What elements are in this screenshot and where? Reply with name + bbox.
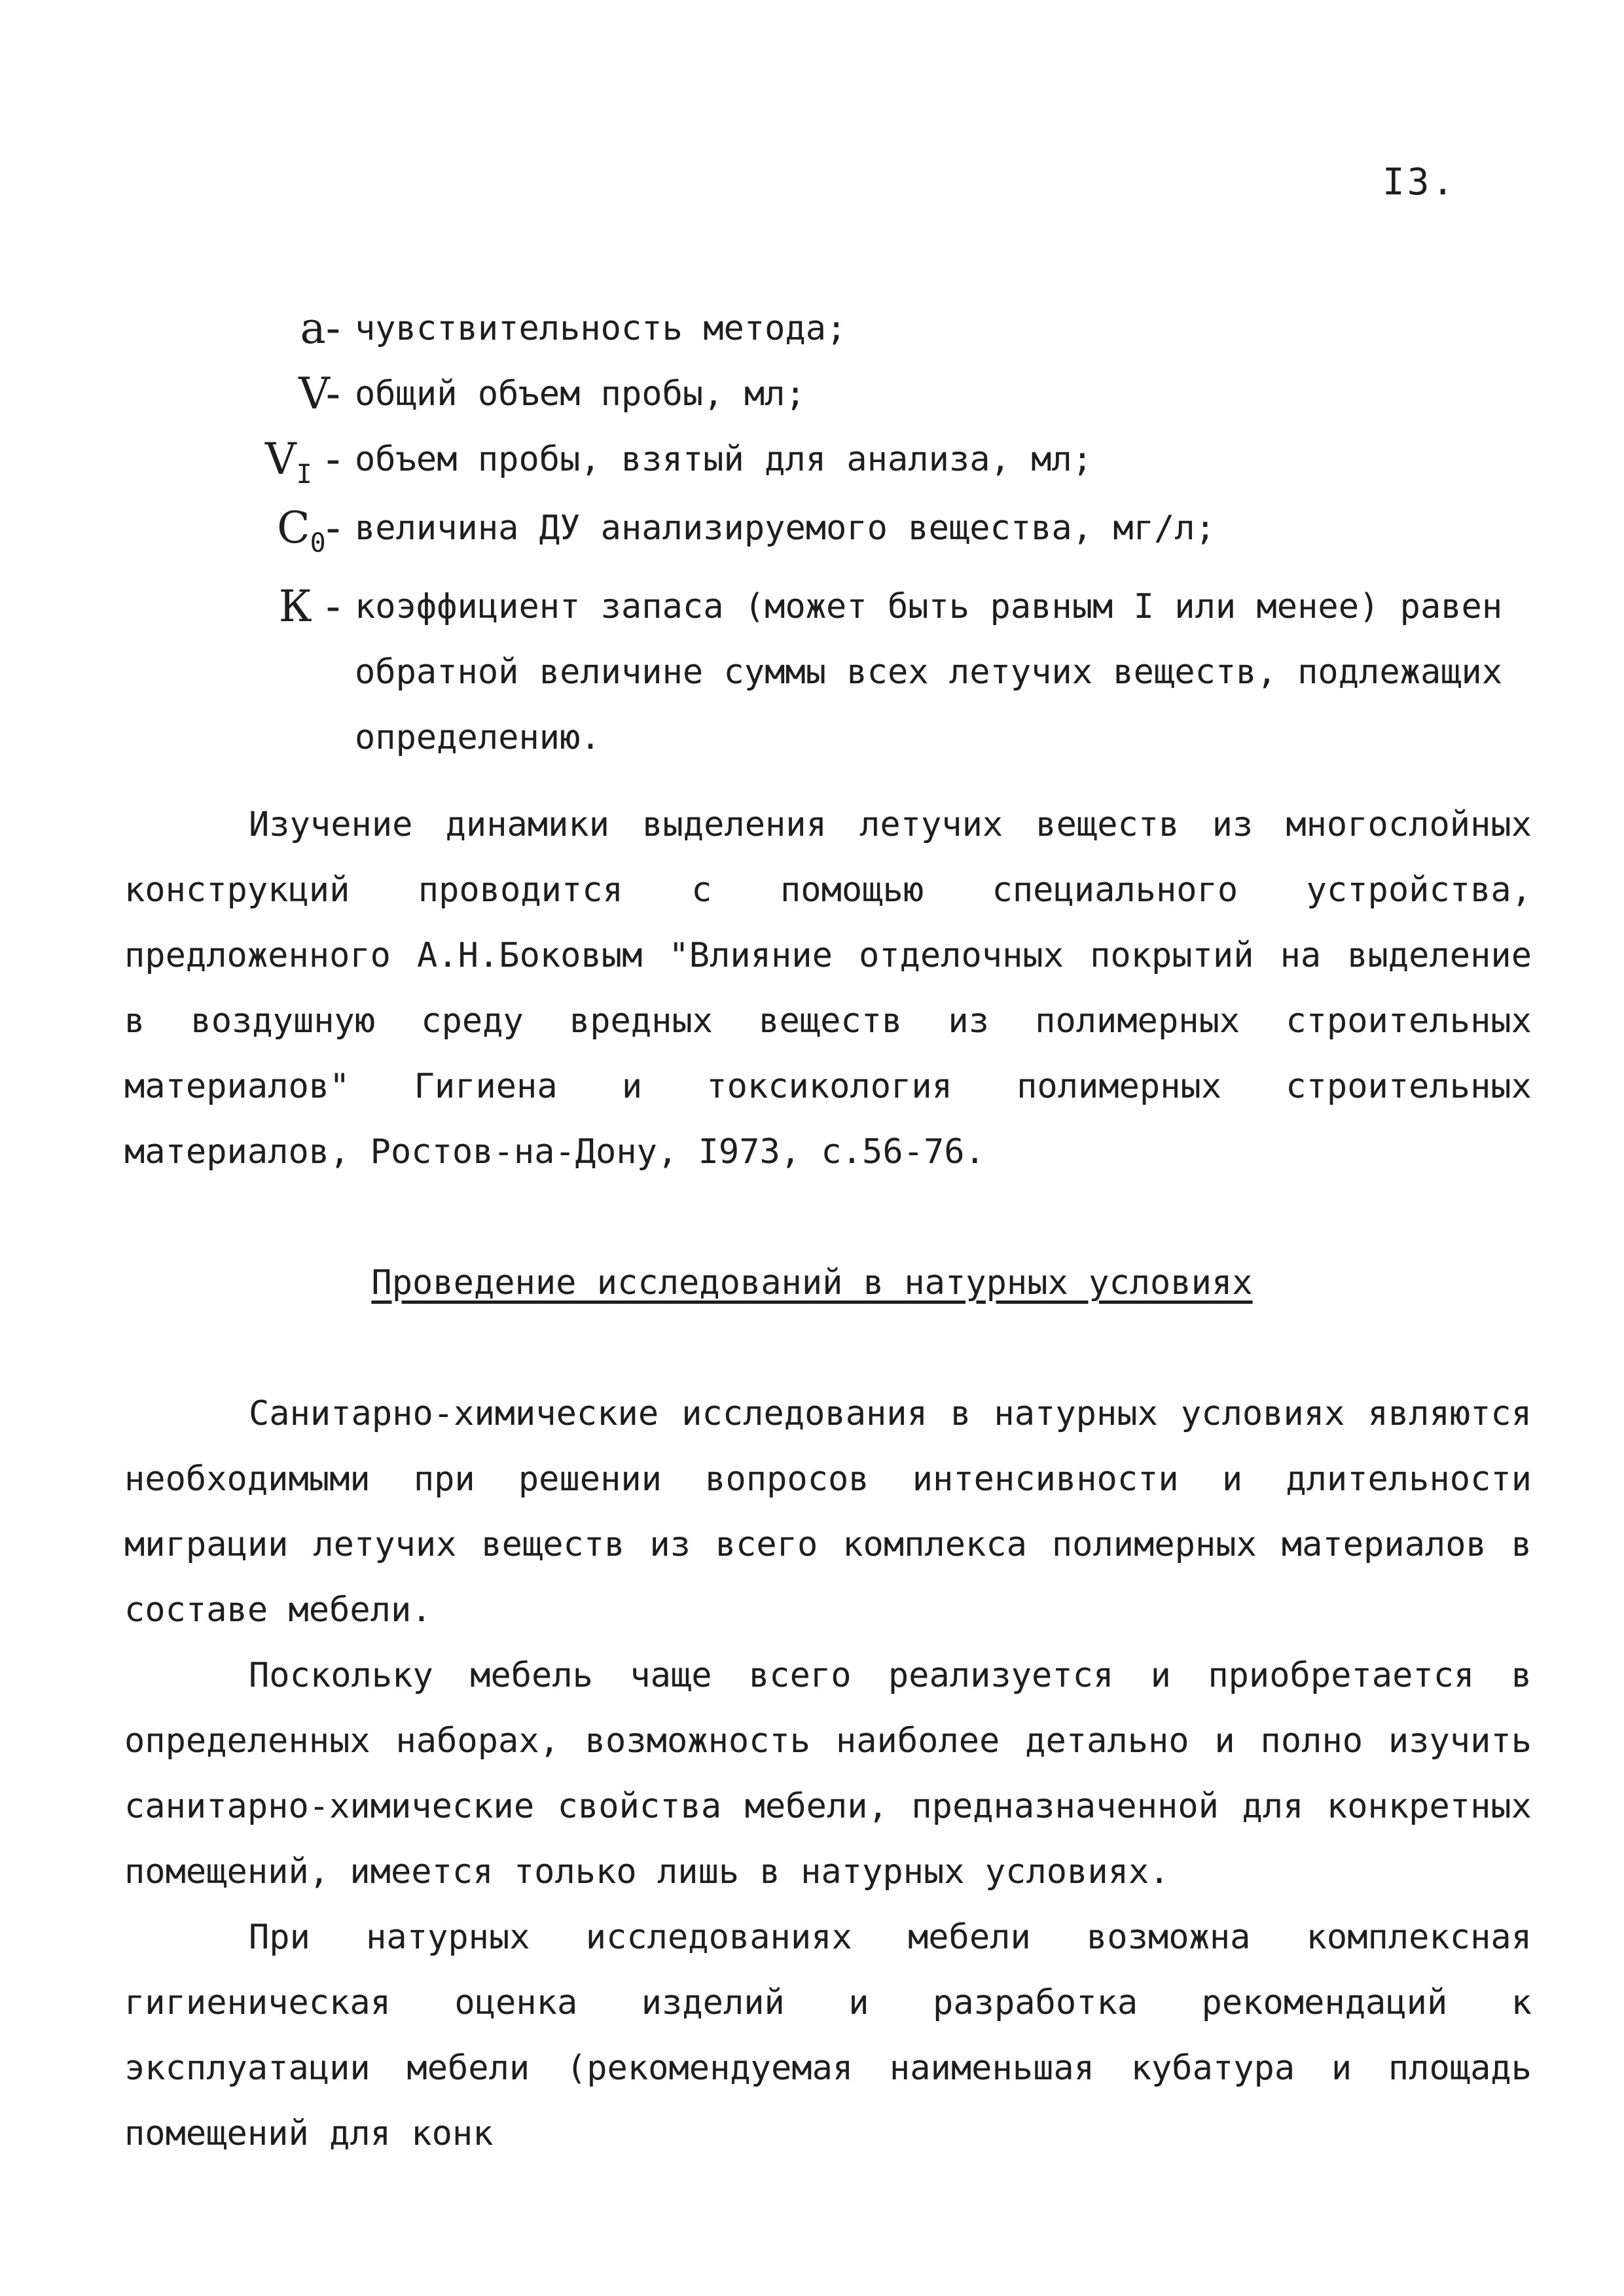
symbol-subscript: I bbox=[296, 459, 312, 490]
definition-symbol bbox=[216, 434, 340, 495]
definition-text: объем пробы, взятый для анализа, мл; bbox=[355, 440, 1093, 479]
paragraph-dynamics: Изучение динамики выделения летучих веществ из многослойных конструкций проводится с помощью специального устройства, предложенного А.Н.Боковым "Влияние отделочных покрытий на выделение в воздушную среду вредных веществ из полимерных строительных материалов" Гигиена и токсикология полимерных строительных материалов, Ростов-на-Дону, I973, с.56-76. bbox=[124, 805, 1532, 1172]
paragraph-field-study: При натурных исследованиях мебели возможна комплексная гигиеническая оценка изделий и разработка рекомендаций к эксплуатации мебели (рекомендуемая наименьшая кубатура и площадь помещений для конк bbox=[124, 1918, 1532, 2153]
symbol-subscript: 0 bbox=[310, 528, 326, 558]
symbol-dash: - bbox=[312, 434, 340, 484]
definition-symbol: К - bbox=[278, 581, 340, 632]
definition-symbol: a- bbox=[300, 303, 340, 353]
definition-text: чувствительность метода; bbox=[355, 309, 847, 348]
symbol-dash: - bbox=[325, 503, 340, 553]
symbol-main: V bbox=[264, 434, 297, 484]
paragraph-sanitary: Санитарно-химические исследования в натурных условиях являются необходимыми при решении вопросов интенсивности и длительности миграции летучих веществ из всего комплекса полимерных материалов в составе мебели. bbox=[124, 1394, 1532, 1630]
section-heading bbox=[0, 1257, 1624, 1309]
page-number: I3. bbox=[1382, 161, 1457, 204]
definition-text: общий объем пробы, мл; bbox=[355, 374, 806, 414]
symbol-main: C bbox=[277, 503, 310, 553]
section-heading-text: Проведение исследований в натурных условиях bbox=[371, 1263, 1253, 1302]
paragraph-furniture: Поскольку мебель чаще всего реализуется и приобретается в определенных наборах, возможность наиболее детально и полно изучить санитарно-химические свойства мебели, предназначенной для конкретных помещений, имеется только лишь в натурных условиях. bbox=[124, 1656, 1532, 1892]
definition-symbol bbox=[216, 503, 340, 564]
definition-text: величина ДУ анализируемого вещества, мг/л; bbox=[355, 509, 1216, 548]
definition-symbol: V- bbox=[298, 368, 340, 419]
definition-text: коэффициент запаса (может быть равным I или менее) равен обратной величине суммы всех летучих веществ, подлежащих определению. bbox=[355, 587, 1503, 757]
